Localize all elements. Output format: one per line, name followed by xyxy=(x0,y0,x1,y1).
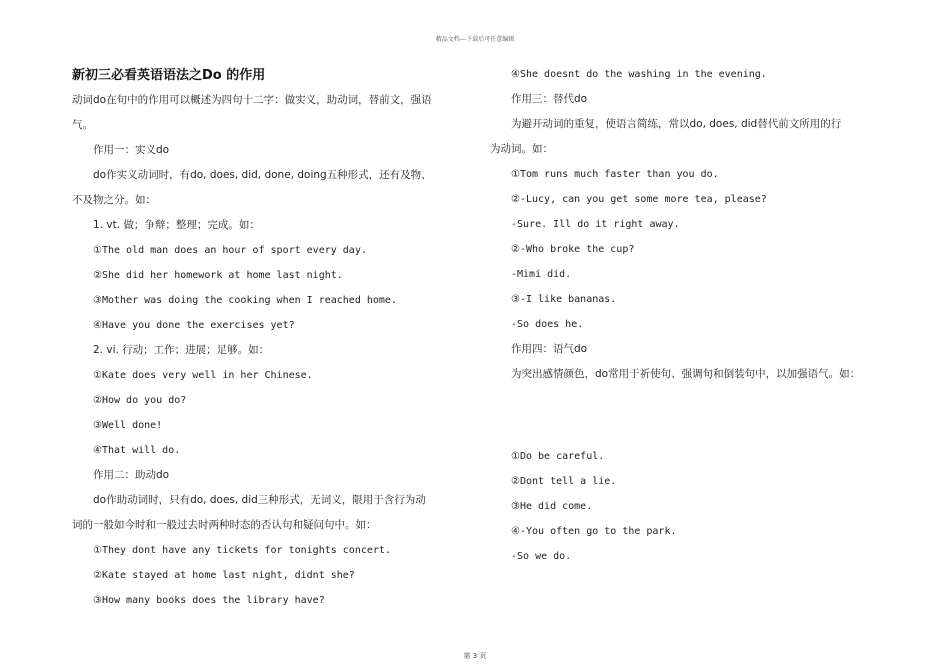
document-title: 新初三必看英语语法之Do 的作用 xyxy=(72,68,266,83)
left-column xyxy=(72,62,464,613)
text-line: 为避开动词的重复，使语言简练，常以do, does, did替代前文所用的行 xyxy=(511,118,842,130)
example-sentence: ④That will do. xyxy=(93,445,181,456)
example-sentence: -So does he. xyxy=(511,319,584,330)
page-number: 第 3 页 xyxy=(463,652,487,660)
example-sentence: ④Have you done the exercises yet? xyxy=(93,320,295,331)
text-line: do作助动词时，只有do, does, did三种形式，无词义，限用于含行为动 xyxy=(93,494,426,506)
text-line: 气。 xyxy=(72,119,93,131)
text-line: 作用一：实义do xyxy=(93,144,170,156)
example-sentence: ①Do be careful. xyxy=(511,451,605,462)
example-sentence: ②-Who broke the cup? xyxy=(511,244,635,255)
example-sentence: ②Kate stayed at home last night, didnt she? xyxy=(93,570,355,581)
left-paragraphs xyxy=(72,88,464,613)
example-sentence: -So we do. xyxy=(511,551,572,562)
text-line: 作用二：助动do xyxy=(93,469,170,481)
example-sentence: ①The old man does an hour of sport every day. xyxy=(93,245,367,256)
text-line: 作用四：语气do xyxy=(511,343,588,355)
text-line: 作用三：替代do xyxy=(511,93,588,105)
text-line: 为突出感情颜色，do常用于祈使句、强调句和倒装句中，以加强语气。如： xyxy=(511,368,861,380)
example-sentence: ①Tom runs much faster than you do. xyxy=(511,169,719,180)
example-sentence: ②She did her homework at home last night. xyxy=(93,270,343,281)
text-line: 为动词。如： xyxy=(490,143,553,155)
example-sentence: ①Kate does very well in her Chinese. xyxy=(93,370,313,381)
text-line: do作实义动词时，有do, does, did, done, doing五种形式，还有及物、 xyxy=(93,169,432,181)
example-sentence: ③Well done! xyxy=(93,420,163,431)
example-sentence: -Sure. Ill do it right away. xyxy=(511,219,680,230)
example-sentence: ②How do you do? xyxy=(93,395,187,406)
example-sentence: ②-Lucy, can you get some more tea, please? xyxy=(511,194,767,205)
example-sentence: ②Dont tell a lie. xyxy=(511,476,617,487)
text-line: 不及物之分。如： xyxy=(72,194,156,206)
example-sentence: ④-You often go to the park. xyxy=(511,526,677,537)
page-header: 精品文档---下载后可任意编辑 xyxy=(435,36,515,43)
example-sentence: ③He did come. xyxy=(511,501,593,512)
example-sentence: ③-I like bananas. xyxy=(511,294,617,305)
text-line: 2. vi. 行动；工作；进展；足够。如： xyxy=(93,344,270,356)
example-sentence: ③How many books does the library have? xyxy=(93,595,325,606)
example-sentence: -Mimi did. xyxy=(511,269,572,280)
right-paragraphs xyxy=(490,62,882,569)
example-sentence: ④She doesnt do the washing in the evening. xyxy=(511,69,767,80)
text-line: 1. vt. 做；争辩；整理；完成。如： xyxy=(93,219,260,231)
blank-line xyxy=(490,403,882,428)
text-line: 词的一般如今时和一般过去时两种时态的否认句和疑问句中。如： xyxy=(72,519,377,531)
text-line: 动词do在句中的作用可以概述为四句十二字：做实义，助动词，替前文，强语 xyxy=(72,94,432,106)
right-column xyxy=(490,62,882,569)
example-sentence: ①They dont have any tickets for tonights concert. xyxy=(93,545,391,556)
example-sentence: ③Mother was doing the cooking when I reached home. xyxy=(93,295,397,306)
